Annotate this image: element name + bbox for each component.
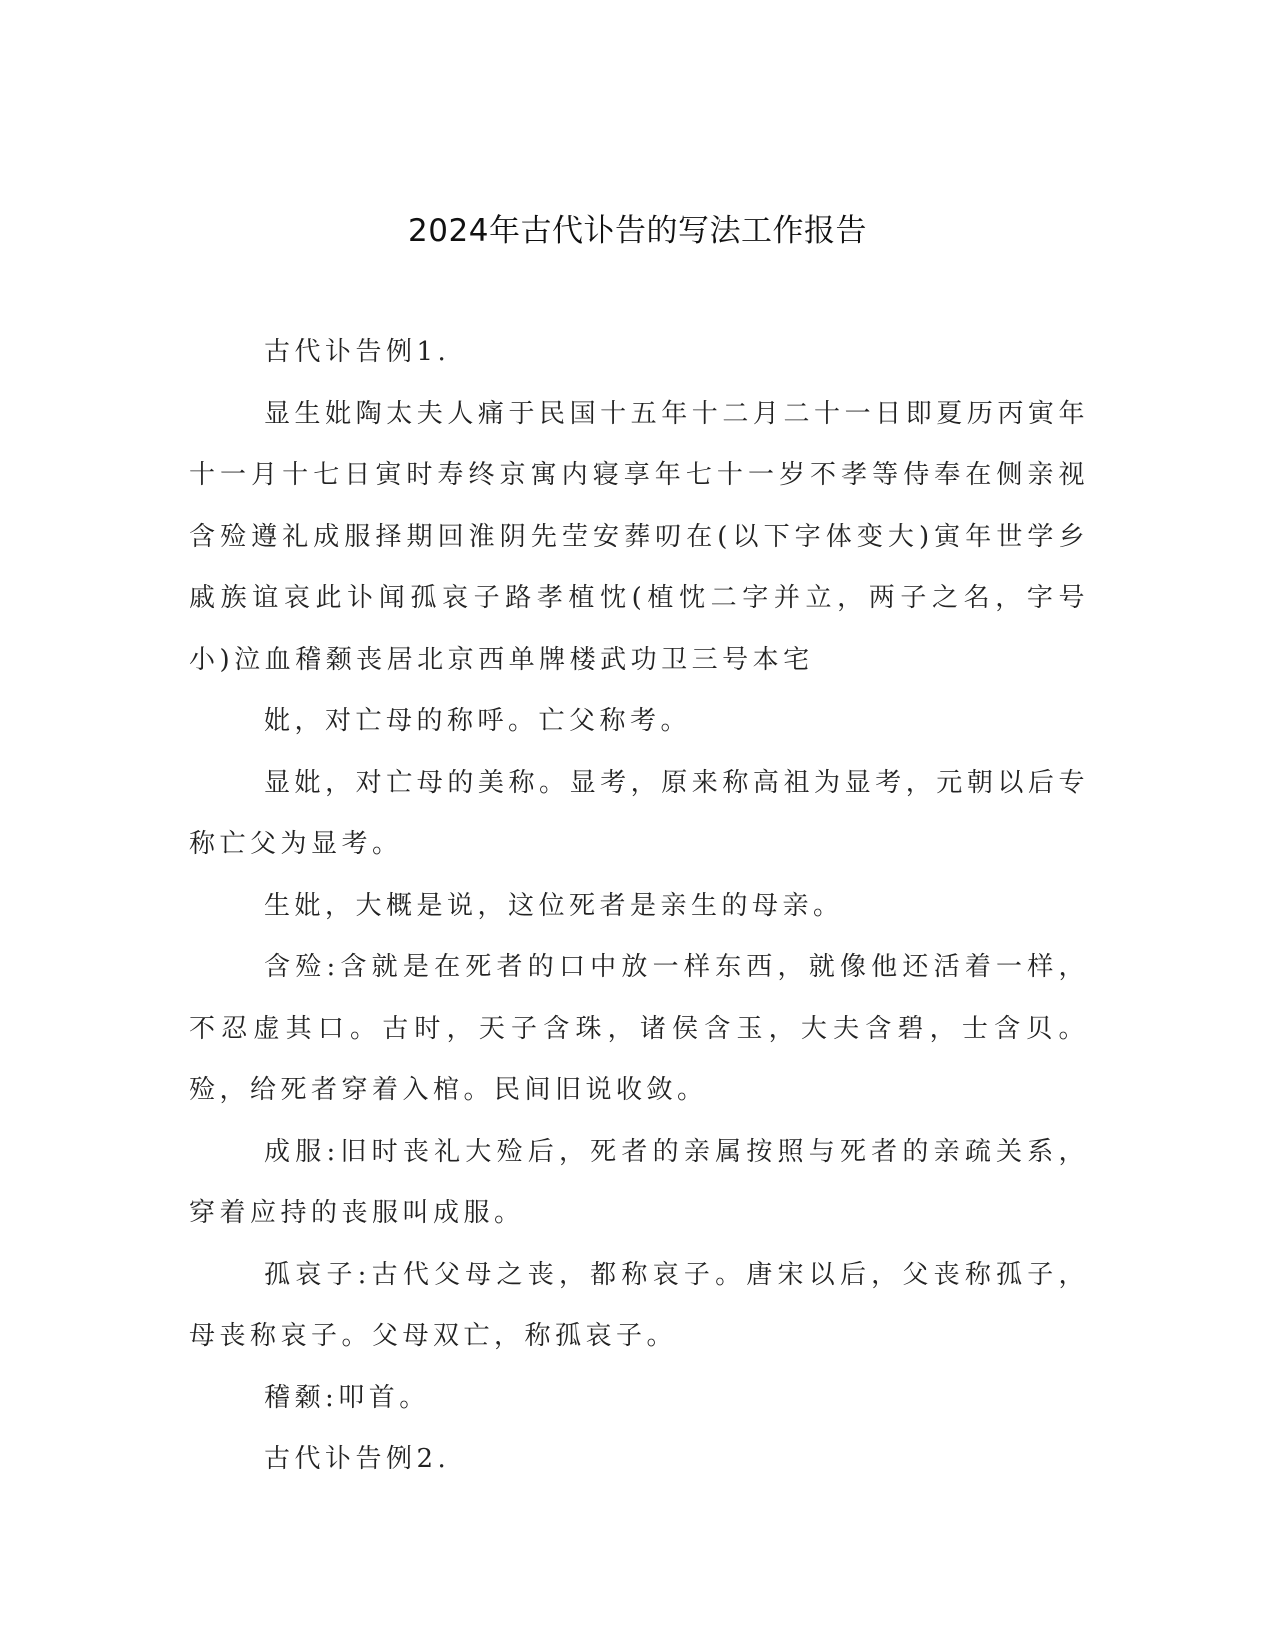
paragraph-example-2-heading: 古代讣告例2. xyxy=(264,1444,451,1474)
document-body xyxy=(189,322,1089,1491)
paragraph-shengbi-definition: 生妣，大概是说，这位死者是亲生的母亲。 xyxy=(264,890,844,921)
paragraph-xianbi-definition: 显妣，对亡母的美称。显考，原来称高祖为显考，元朝以后专称亡父为显考。 xyxy=(189,767,1089,859)
paragraph-example-1-heading: 古代讣告例1. xyxy=(264,337,451,367)
paragraph-jisang-definition: 稽颡:叩首。 xyxy=(264,1382,430,1413)
paragraph-obituary-text: 显生妣陶太夫人痛于民国十五年十二月二十一日即夏历丙寅年十一月十七日寅时寿终京寓内寝享年七十一岁不孝等侍奉在侧亲视含殓遵礼成服择期回淮阴先茔安葬叨在(以下字体变大)寅年世学乡戚族谊哀此讣闻孤哀子路孝植忱(植忱二字并立，两子之名，字号小)泣血稽颡丧居北京西单牌楼武功卫三号本宅 xyxy=(189,398,1089,675)
paragraph-chengfu-definition: 成服:旧时丧礼大殓后，死者的亲属按照与死者的亲疏关系，穿着应持的丧服叫成服。 xyxy=(189,1136,1089,1228)
document-title: 2024年古代讣告的写法工作报告 xyxy=(408,213,867,249)
paragraph-guaizi-definition: 孤哀子:古代父母之丧，都称哀子。唐宋以后，父丧称孤子，母丧称哀子。父母双亡，称孤哀子。 xyxy=(189,1259,1089,1351)
paragraph-bi-definition: 妣，对亡母的称呼。亡父称考。 xyxy=(264,706,692,736)
paragraph-hanlian-definition: 含殓:含就是在死者的口中放一样东西，就像他还活着一样，不忍虚其口。古时，天子含珠，诸侯含玉，大夫含碧，士含贝。殓，给死者穿着入棺。民间旧说收敛。 xyxy=(189,952,1089,1105)
